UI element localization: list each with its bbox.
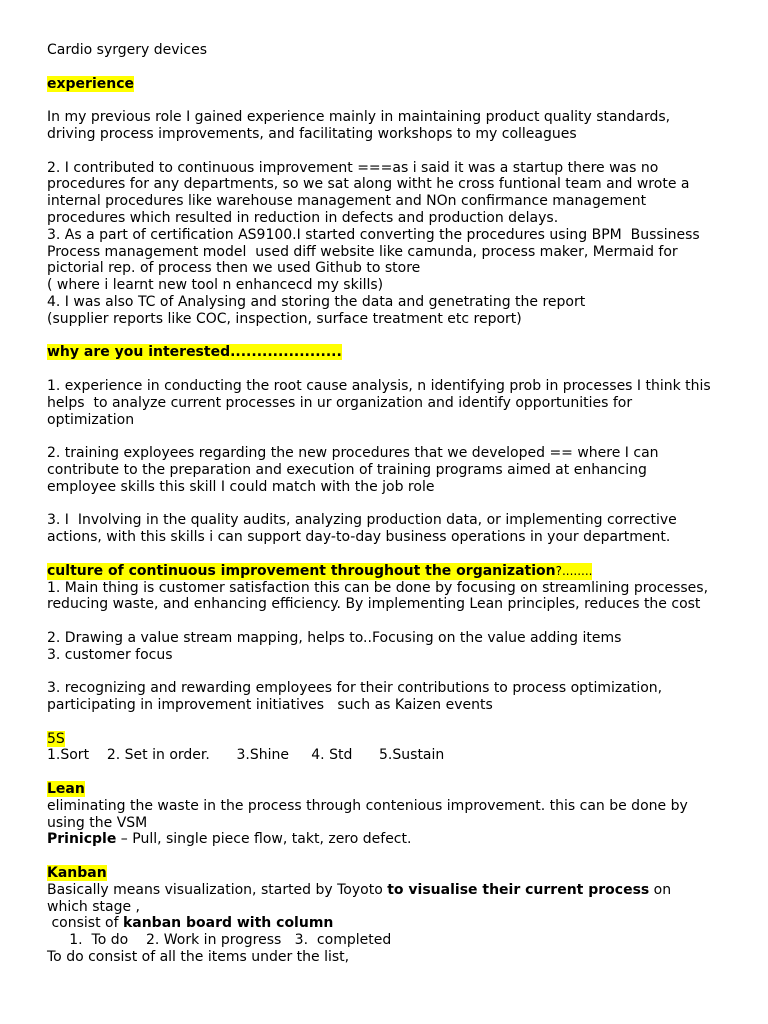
experience-point-line: 2. I contributed to continuous improvement ===as i said it was a startup there was no [47,159,659,176]
experience-point-line: 4. I was also TC of Analysing and storing the data and genetrating the report [47,293,586,310]
lean-principle-text: – Pull, single piece flow, takt, zero defect. [116,831,412,848]
interest-line: employee skills this skill I could match with the job role [47,478,435,495]
kanban-columns-line: 1. To do 2. Work in progress 3. completed [47,932,392,949]
experience-point-line: pictorial rep. of process then we used Github to store [47,260,421,277]
interest-line: actions, with this skills i can support day-to-day business operations in your department. [47,529,671,546]
culture-line: 3. customer focus [47,646,173,663]
experience-point-line: Process management model used diff website like camunda, process maker, Mermaid for [47,243,678,260]
kanban-heading: Kanban [47,865,107,882]
culture-line: participating in improvement initiatives such as Kaizen events [47,697,493,714]
interest-line: optimization [47,411,135,428]
experience-intro-line: driving process improvements, and facilitating workshops to my colleagues [47,125,577,142]
interest-line: helps to analyze current processes in ur organization and identify opportunities for [47,394,633,411]
kanban-line-5: To do consist of all the items under the list, [47,949,350,966]
kanban-line-2: which stage , [47,898,140,915]
culture-heading-tail: ?........ [555,563,593,578]
kanban-line-3 [47,915,737,932]
lean-line: using the VSM [47,814,148,831]
kanban-text: consist of [47,915,123,932]
experience-point-line: internal procedures like warehouse management and NOn confirmance management [47,193,647,210]
culture-line: 1. Main thing is customer satisfaction this can be done by focusing on streamlining processes, [47,579,709,596]
experience-point-line: 3. As a part of certification AS9100.I started converting the procedures using BPM Bussiness [47,226,700,243]
experience-heading: experience [47,75,135,92]
document-title: Cardio syrgery devices [47,42,208,58]
experience-point-line: (supplier reports like COC, inspection, surface treatment etc report) [47,310,522,327]
fives-line: 1.Sort 2. Set in order. 3.Shine 4. Std 5.Sustain [47,747,445,764]
interest-line: 1. experience in conducting the root cause analysis, n identifying prob in processes I think this [47,377,711,394]
kanban-text: on [649,881,672,898]
kanban-bold-text: kanban board with column [122,915,334,932]
fives-heading: 5S [47,730,65,747]
lean-line: eliminating the waste in the process through contenious improvement. this can be done by [47,797,688,814]
lean-principle-label: Prinicple [47,831,117,848]
interest-line: 2. training exployees regarding the new procedures that we developed == where I can [47,445,659,462]
culture-heading-block [47,563,592,580]
kanban-line-1 [47,882,737,899]
kanban-bold-text: to visualise their current process [387,881,650,898]
experience-point-line: procedures for any departments, so we sat along witht he cross funtional team and wrote a [47,176,690,193]
lean-principle-line [47,831,737,848]
interest-line: 3. I Involving in the quality audits, analyzing production data, or implementing corrective [47,512,677,529]
document-body [47,42,737,966]
culture-heading: culture of continuous improvement throughout the organization [47,562,556,579]
experience-point-line: procedures which resulted in reduction in defects and production delays. [47,209,559,226]
interest-line: contribute to the preparation and execution of training programs aimed at enhancing [47,461,647,478]
experience-point-line: ( where i learnt new tool n enhancecd my skills) [47,277,384,294]
interest-heading: why are you interested..................... [47,344,342,361]
kanban-text: Basically means visualization, started by Toyoto [47,881,388,898]
culture-line: reducing waste, and enhancing efficiency. By implementing Lean principles, reduces the cost [47,596,701,613]
culture-line: 3. recognizing and rewarding employees for their contributions to process optimization, [47,680,663,697]
lean-heading: Lean [47,781,85,798]
experience-intro-line: In my previous role I gained experience mainly in maintaining product quality standards, [47,109,671,126]
culture-line: 2. Drawing a value stream mapping, helps to..Focusing on the value adding items [47,629,622,646]
